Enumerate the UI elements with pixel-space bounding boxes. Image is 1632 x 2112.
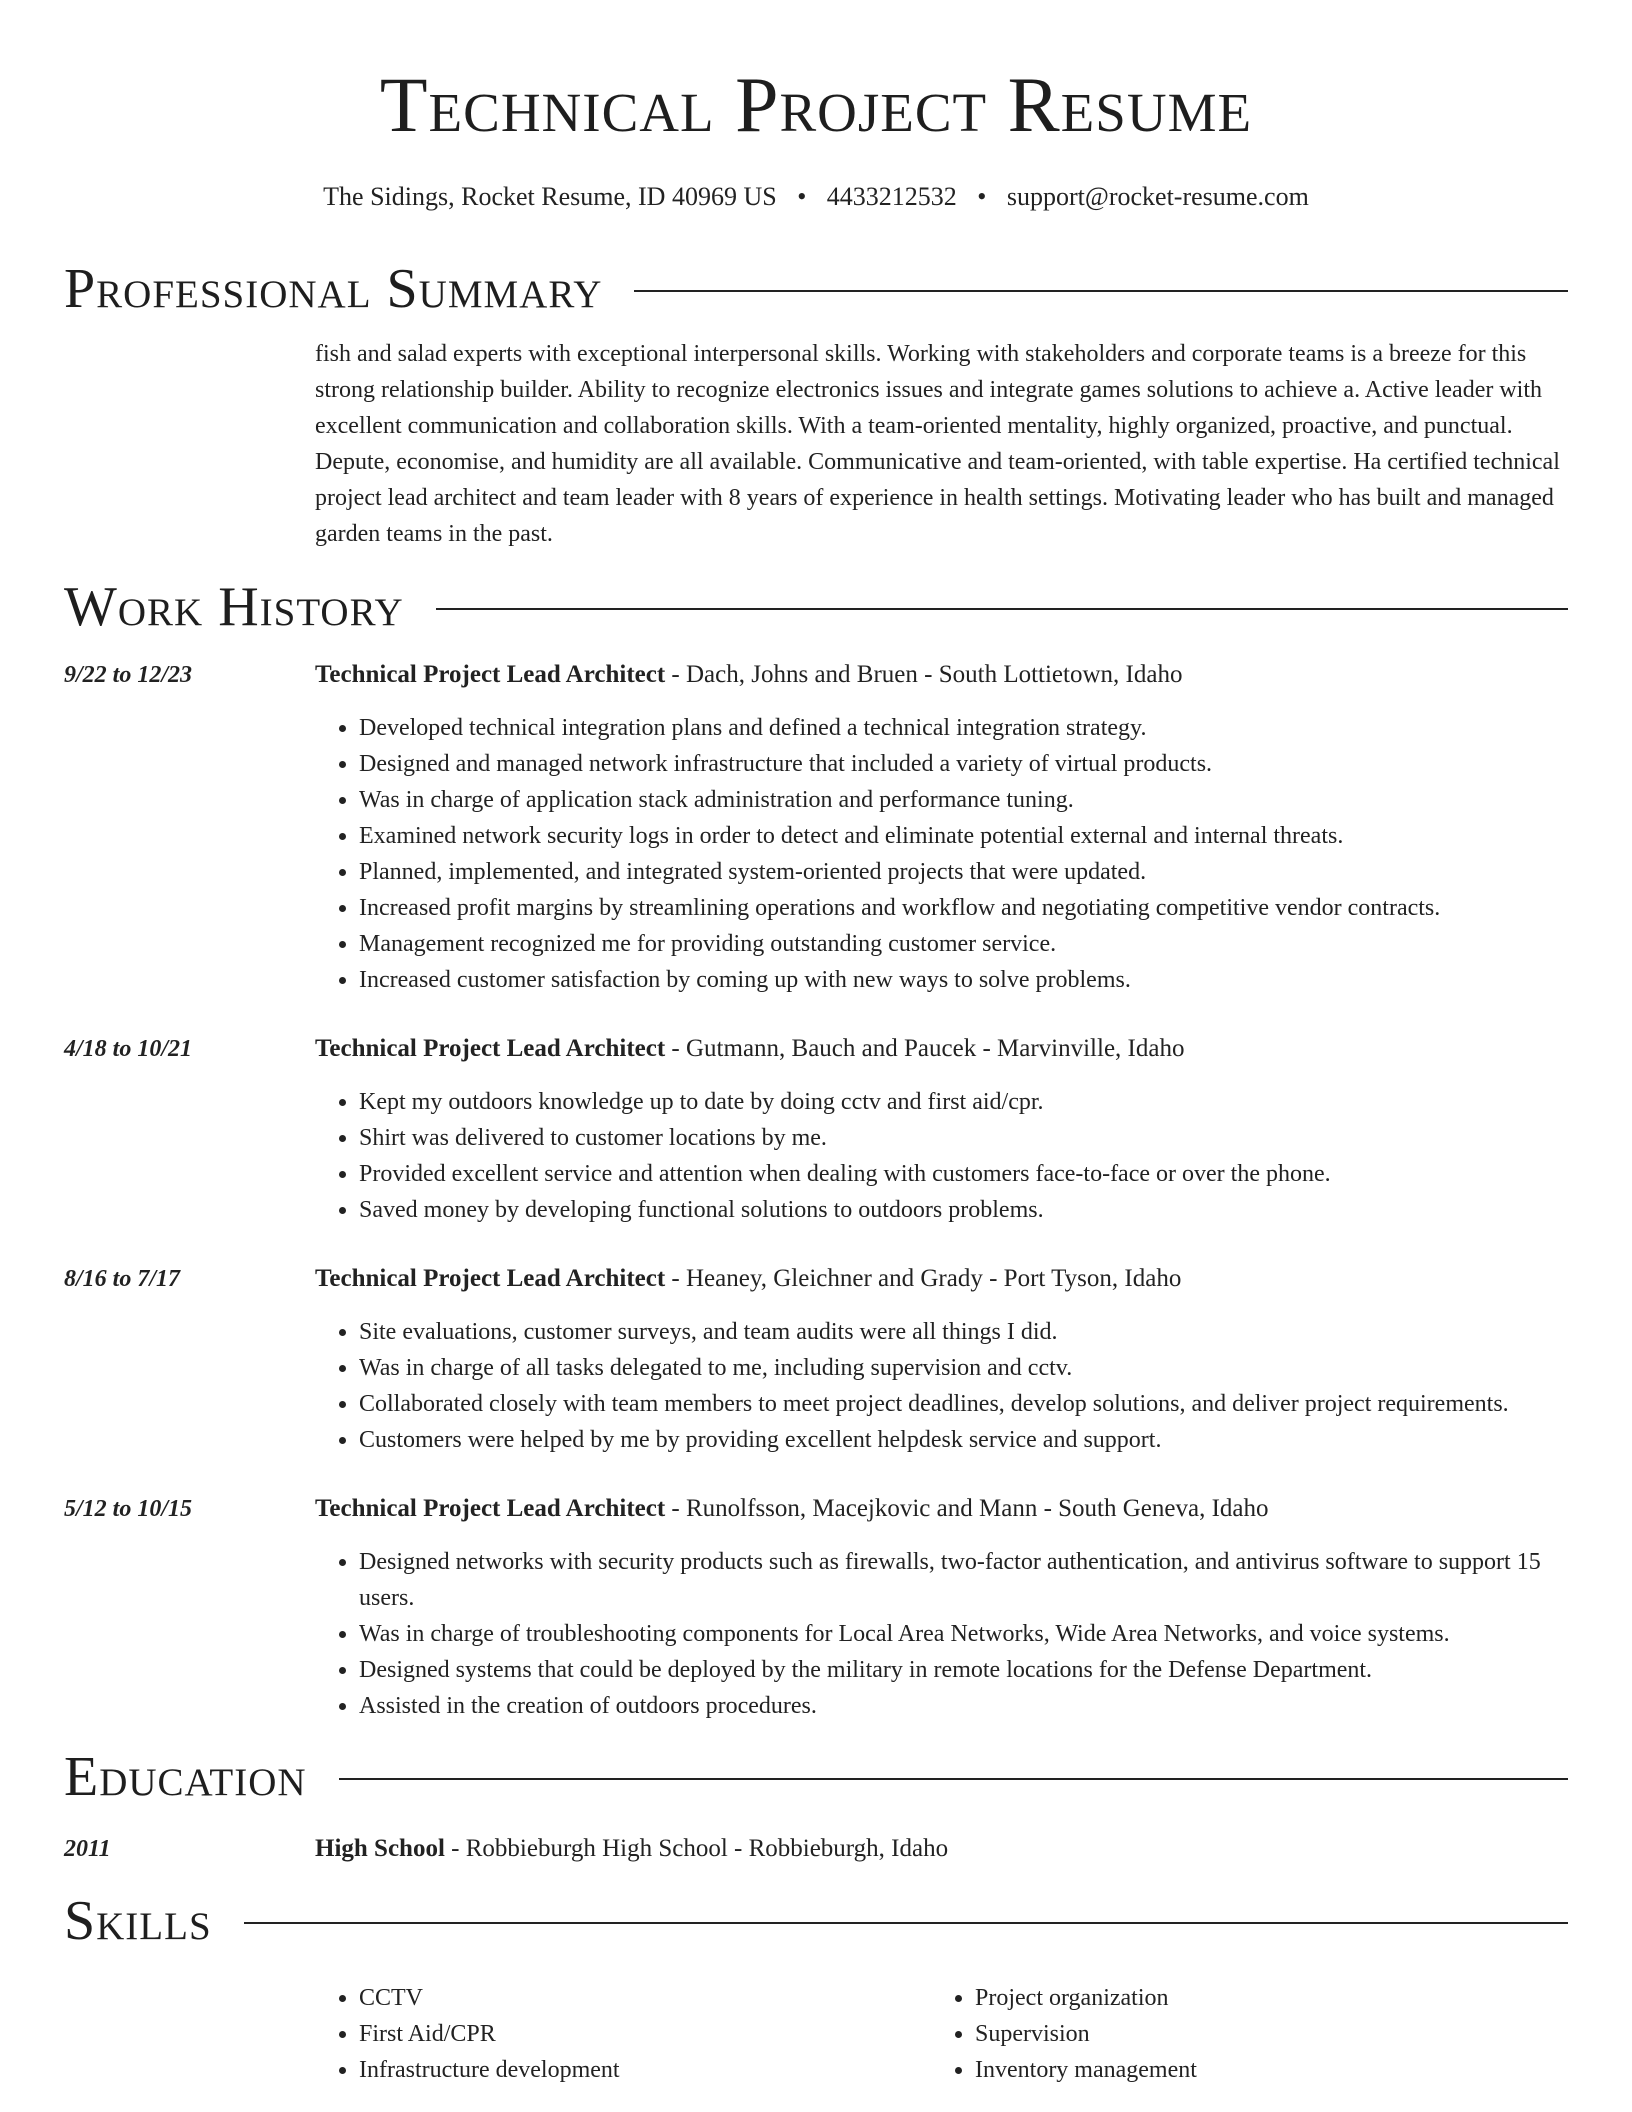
job-title-line	[315, 1492, 1568, 1526]
job-dates: 8/16 to 7/17	[64, 1266, 181, 1292]
resume-page	[64, 0, 1568, 2088]
section-title-work: Work History	[64, 576, 404, 638]
summary-text: fish and salad experts with exceptional interpersonal skills. Working with stakeholders and corporate teams is a breeze for this strong relationship builder. Ability to recognize electronics issues and integrate games solutions to achieve a. Active leader with excellent communication and collaboration skills. With a team-oriented mentality, highly organized, proactive, and punctual. Depute, economise, and humidity are all available. Communicative and team-oriented, with table expertise. Ha certified technical project lead architect and team leader with 8 years of experience in health settings. Motivating leader who has built and managed garden teams in the past.	[315, 341, 1560, 547]
job-body	[315, 658, 1568, 998]
job-bullets	[315, 1314, 1568, 1458]
job-entry	[64, 658, 1568, 998]
job-bullet: • Developed technical integration plans and defined a technical integration strategy.	[359, 710, 1568, 746]
contact-phone: 4433212532	[826, 182, 957, 211]
skills-section-header	[64, 1888, 1568, 1954]
contact-separator: •	[977, 182, 987, 211]
skill-item: • First Aid/CPR	[359, 2016, 931, 2052]
education-entry	[64, 1832, 1568, 1866]
skill-item: • Project organization	[975, 1980, 1547, 2016]
section-title-summary: Professional Summary	[64, 258, 603, 320]
job-bullets	[315, 1544, 1568, 1724]
job-bullets	[315, 1084, 1568, 1228]
job-bullet: • Was in charge of troubleshooting components for Local Area Networks, Wide Area Networks, and voice systems.	[359, 1616, 1568, 1652]
job-dates: 4/18 to 10/21	[64, 1036, 193, 1062]
job-bullet: • Increased customer satisfaction by coming up with new ways to solve problems.	[359, 962, 1568, 998]
education-section-header	[64, 1744, 1568, 1810]
job-entry	[64, 1492, 1568, 1724]
skill-item: • Infrastructure development	[359, 2052, 931, 2088]
job-dates: 9/22 to 12/23	[64, 662, 193, 688]
skills-list-left	[315, 1980, 931, 2088]
job-bullet: • Designed systems that could be deployed by the military in remote locations for the Defense Department.	[359, 1652, 1568, 1688]
job-bullet: • Customers were helped by me by providing excellent helpdesk service and support.	[359, 1422, 1568, 1458]
job-bullet: • Shirt was delivered to customer locations by me.	[359, 1120, 1568, 1156]
job-role: Technical Project Lead Architect	[315, 1495, 666, 1522]
job-bullet: • Collaborated closely with team members to meet project deadlines, develop solutions, and deliver project requirements.	[359, 1386, 1568, 1422]
contact-address: The Sidings, Rocket Resume, ID 40969 US	[323, 182, 777, 211]
job-body	[315, 1032, 1568, 1228]
job-bullet: • Increased profit margins by streamlining operations and workflow and negotiating competitive vendor contracts.	[359, 890, 1568, 926]
job-bullet: • Assisted in the creation of outdoors procedures.	[359, 1688, 1568, 1724]
job-bullet: • Designed networks with security products such as firewalls, two-factor authentication, and antivirus software to support 15 users.	[359, 1544, 1568, 1616]
job-title-line	[315, 1262, 1568, 1296]
education-school: - Robbieburgh High School - Robbieburgh, Idaho	[444, 1835, 949, 1862]
section-title-education: Education	[64, 1746, 307, 1808]
skill-item: • CCTV	[359, 1980, 931, 2016]
job-bullet: • Examined network security logs in order to detect and eliminate potential external and internal threats.	[359, 818, 1568, 854]
education-year: 2011	[64, 1836, 111, 1862]
contact-line	[64, 180, 1568, 214]
job-dates: 5/12 to 10/15	[64, 1496, 193, 1522]
job-role: Technical Project Lead Architect	[315, 1265, 666, 1292]
section-divider	[339, 1778, 1568, 1780]
job-role: Technical Project Lead Architect	[315, 1035, 666, 1062]
work-history-list	[64, 658, 1568, 1724]
section-divider	[634, 290, 1568, 292]
section-title-skills: Skills	[64, 1890, 212, 1952]
job-title-line	[315, 1032, 1568, 1066]
contact-separator: •	[797, 182, 807, 211]
job-bullet: • Designed and managed network infrastructure that included a variety of virtual products.	[359, 746, 1568, 782]
job-entry	[64, 1032, 1568, 1228]
job-role: Technical Project Lead Architect	[315, 661, 666, 688]
job-title-line	[315, 658, 1568, 692]
job-bullet: • Kept my outdoors knowledge up to date by doing cctv and first aid/cpr.	[359, 1084, 1568, 1120]
education-line	[315, 1832, 948, 1866]
skills-columns	[315, 1980, 1568, 2088]
job-bullet: • Site evaluations, customer surveys, and team audits were all things I did.	[359, 1314, 1568, 1350]
section-divider	[436, 608, 1568, 610]
education-degree: High School	[315, 1835, 445, 1862]
work-section-header	[64, 574, 1568, 640]
job-employer: - Dach, Johns and Bruen - South Lottietown, Idaho	[665, 661, 1183, 688]
job-entry	[64, 1262, 1568, 1458]
job-bullet: • Provided excellent service and attention when dealing with customers face-to-face or over the phone.	[359, 1156, 1568, 1192]
job-bullet: • Saved money by developing functional solutions to outdoors problems.	[359, 1192, 1568, 1228]
section-divider	[244, 1922, 1568, 1924]
job-bullet: • Was in charge of all tasks delegated to me, including supervision and cctv.	[359, 1350, 1568, 1386]
contact-email: support@rocket-resume.com	[1006, 182, 1309, 211]
skill-item: • Inventory management	[975, 2052, 1547, 2088]
job-bullet: • Planned, implemented, and integrated system-oriented projects that were updated.	[359, 854, 1568, 890]
job-bullet: • Was in charge of application stack administration and performance tuning.	[359, 782, 1568, 818]
job-bullet: • Management recognized me for providing outstanding customer service.	[359, 926, 1568, 962]
job-employer: - Runolfsson, Macejkovic and Mann - South Geneva, Idaho	[665, 1495, 1269, 1522]
skills-list-right	[931, 1980, 1547, 2088]
job-bullets	[315, 710, 1568, 998]
resume-title: Technical Project Resume	[379, 61, 1253, 148]
summary-section-header	[64, 256, 1568, 322]
job-employer: - Gutmann, Bauch and Paucek - Marvinville, Idaho	[665, 1035, 1185, 1062]
job-body	[315, 1262, 1568, 1458]
job-body	[315, 1492, 1568, 1724]
job-employer: - Heaney, Gleichner and Grady - Port Tyson, Idaho	[665, 1265, 1182, 1292]
skill-item: • Supervision	[975, 2016, 1547, 2052]
